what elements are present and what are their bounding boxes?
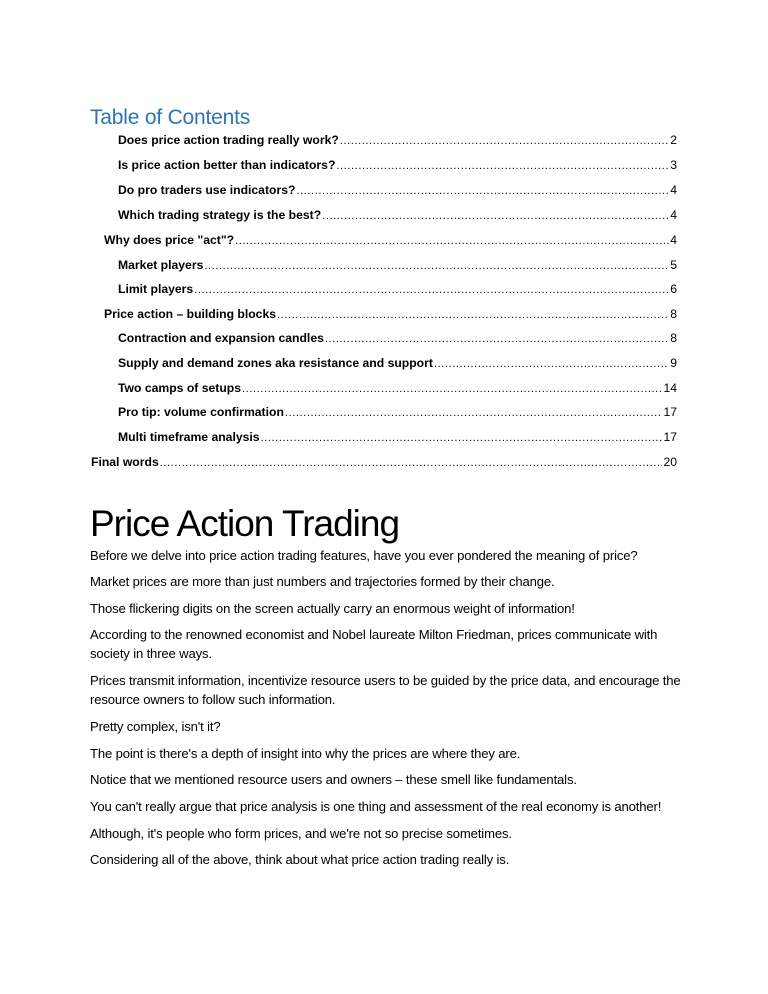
toc-page-number: 8 (670, 331, 677, 345)
toc-entry-multi-timeframe[interactable] (118, 430, 677, 448)
toc-page-number: 17 (663, 430, 677, 444)
body-paragraph: Pretty complex, isn't it? (90, 719, 221, 734)
toc-entry-label: Final words (91, 455, 159, 469)
dot-leader (296, 183, 669, 197)
toc-entry-price-action-vs-indicators[interactable] (118, 158, 677, 176)
toc-entry-label: Which trading strategy is the best? (118, 208, 322, 222)
toc-entry-supply-demand[interactable] (118, 356, 677, 374)
toc-page-number: 4 (670, 208, 677, 222)
toc-entry-label: Why does price "act"? (104, 233, 235, 247)
dot-leader (285, 405, 663, 419)
body-paragraph: The point is there's a depth of insight into why the prices are where they are. (90, 746, 521, 761)
toc-entry-label: Pro tip: volume confirmation (118, 405, 284, 419)
dot-leader (194, 282, 669, 296)
dot-leader (235, 233, 669, 247)
article-heading: Price Action Trading (90, 503, 400, 544)
toc-entry-label: Does price action trading really work? (118, 133, 339, 147)
toc-entry-why-does-price-act[interactable] (104, 233, 677, 251)
dot-leader (277, 307, 669, 321)
toc-entry-best-strategy[interactable] (118, 208, 677, 226)
body-paragraph: Market prices are more than just numbers and trajectories formed by their change. (90, 574, 555, 589)
toc-entry-building-blocks[interactable] (104, 307, 677, 325)
toc-page-number: 4 (670, 233, 677, 247)
body-paragraph: You can't really argue that price analysis is one thing and assessment of the real economy is another! (90, 799, 662, 814)
dot-leader (336, 158, 669, 172)
body-paragraph: Those flickering digits on the screen actually carry an enormous weight of information! (90, 601, 575, 616)
toc-entry-label: Two camps of setups (118, 381, 242, 395)
toc-entry-contraction-expansion[interactable] (118, 331, 677, 349)
body-paragraph: Notice that we mentioned resource users and owners – these smell like fundamentals. (90, 772, 577, 787)
toc-entry-limit-players[interactable] (118, 282, 677, 300)
toc-entry-final-words[interactable] (91, 455, 677, 473)
toc-entry-label: Market players (118, 258, 204, 272)
dot-leader (340, 133, 669, 147)
toc-page-number: 5 (670, 258, 677, 272)
toc-page-number: 4 (670, 183, 677, 197)
toc-entry-pro-traders-indicators[interactable] (118, 183, 677, 201)
toc-entry-label: Multi timeframe analysis (118, 430, 260, 444)
toc-entry-label: Do pro traders use indicators? (118, 183, 296, 197)
toc-entry-label: Limit players (118, 282, 194, 296)
dot-leader (261, 430, 663, 444)
toc-entry-label: Contraction and expansion candles (118, 331, 324, 345)
dot-leader (204, 258, 669, 272)
toc-page-number: 8 (670, 307, 677, 321)
toc-entry-market-players[interactable] (118, 258, 677, 276)
toc-entry-volume-confirmation[interactable] (118, 405, 677, 423)
dot-leader (434, 356, 669, 370)
toc-page-number: 9 (670, 356, 677, 370)
toc-page-number: 20 (663, 455, 677, 469)
toc-entry-does-price-action-work[interactable] (118, 133, 677, 151)
toc-page-number: 14 (663, 381, 677, 395)
dot-leader (325, 331, 669, 345)
body-paragraph: According to the renowned economist and Nobel laureate Milton Friedman, prices communicate with society in three ways. (90, 627, 658, 661)
toc-entry-label: Supply and demand zones aka resistance and support (118, 356, 433, 370)
toc-entry-label: Is price action better than indicators? (118, 158, 336, 172)
body-paragraph: Prices transmit information, incentivize resource users to be guided by the price data, and encourage the resource owners to follow such information. (90, 673, 681, 707)
toc-page-number: 17 (663, 405, 677, 419)
toc-page-number: 6 (670, 282, 677, 296)
body-paragraph: Although, it's people who form prices, and we're not so precise sometimes. (90, 826, 512, 841)
dot-leader (160, 455, 663, 469)
dot-leader (242, 381, 662, 395)
body-paragraph: Before we delve into price action trading features, have you ever pondered the meaning of price? (90, 548, 638, 563)
toc-page-number: 3 (670, 158, 677, 172)
toc-title: Table of Contents (90, 106, 251, 129)
body-paragraph: Considering all of the above, think about what price action trading really is. (90, 852, 510, 867)
dot-leader (322, 208, 669, 222)
toc-entry-label: Price action – building blocks (104, 307, 277, 321)
toc-entry-two-camps[interactable] (118, 381, 677, 399)
toc-page-number: 2 (670, 133, 677, 147)
